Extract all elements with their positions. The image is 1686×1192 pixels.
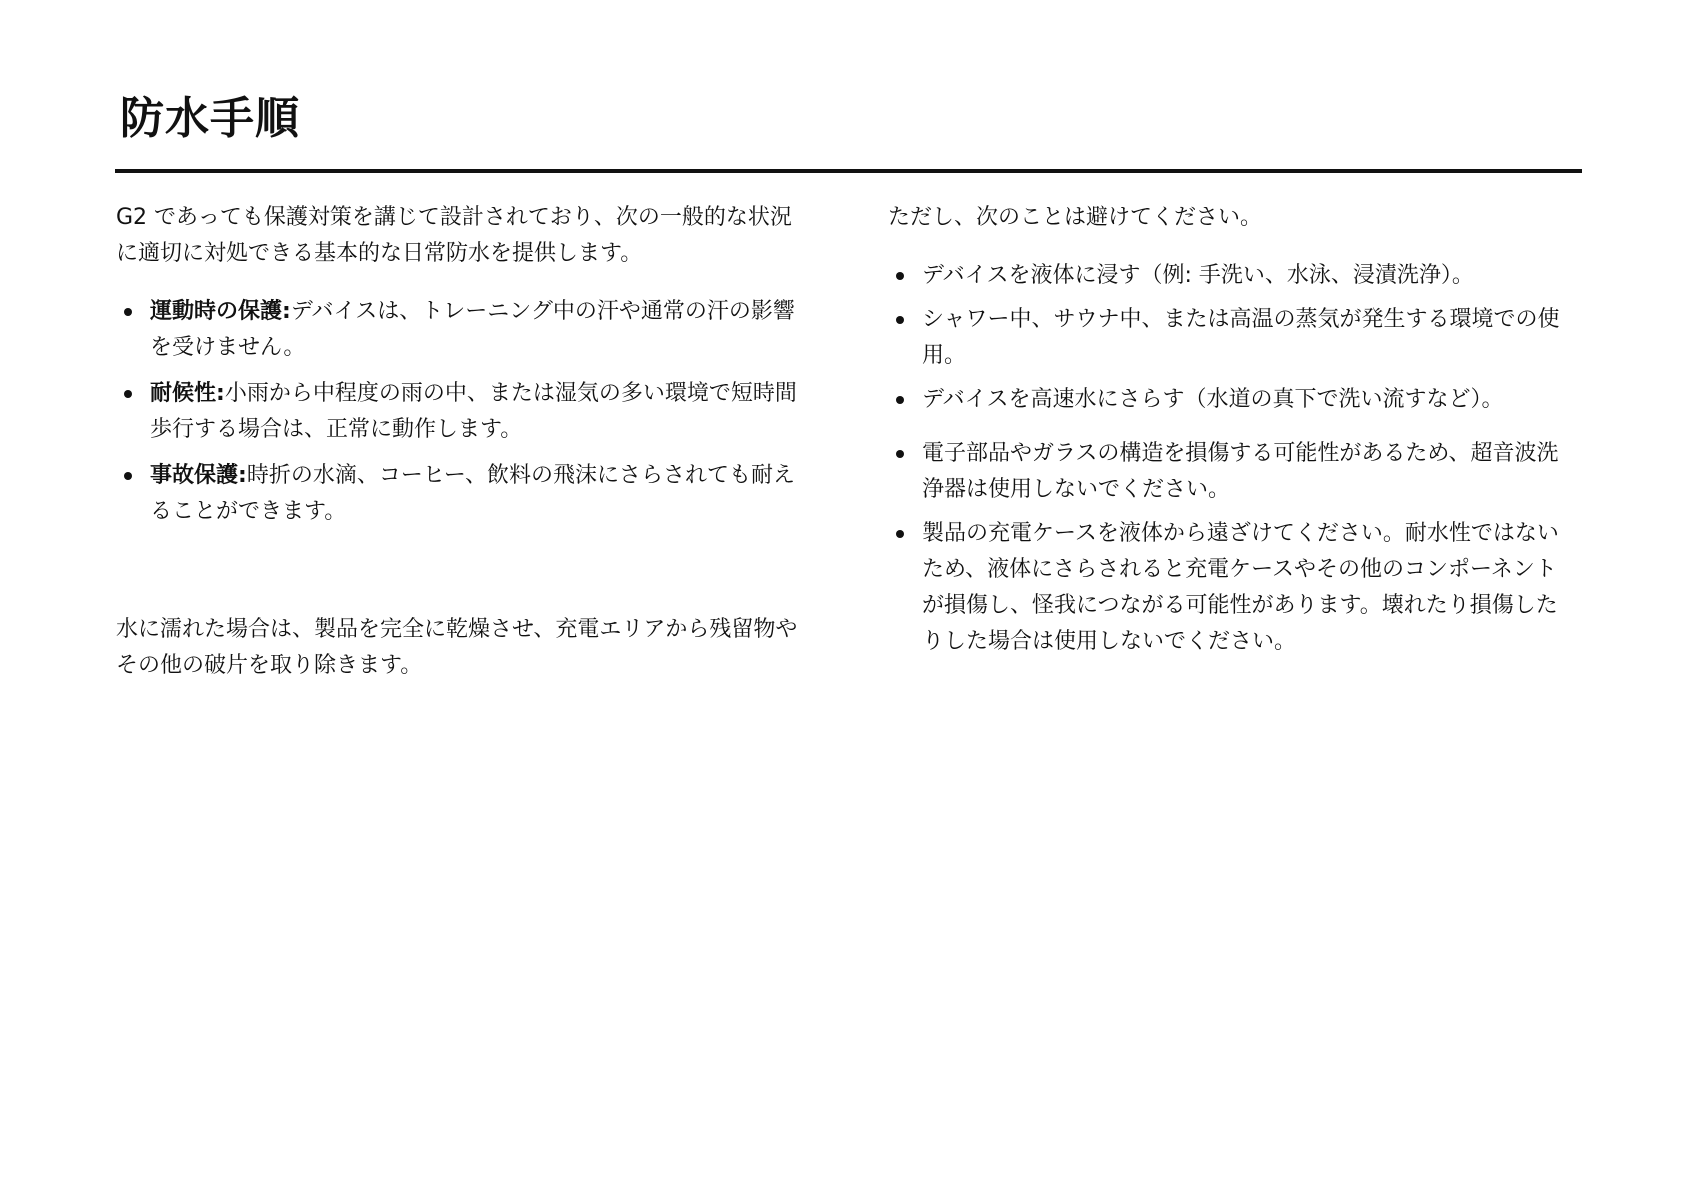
list-item: デバイスを液体に浸す（例: 手洗い、水泳、浸漬洗浄）。 [888,258,1578,294]
list-item-accident [116,458,806,530]
title-divider [115,169,1582,173]
list-item-text: 時折の水滴、コーヒー、飲料の飛沫にさらされても耐えることができます。 [150,463,796,524]
protection-list [116,294,806,530]
right-intro: ただし、次のことは避けてください。 [888,205,1263,230]
list-item: 電子部品やガラスの構造を損傷する可能性があるため、超音波洗浄器は使用しないでください。 [888,436,1578,508]
list-item-text: 小雨から中程度の雨の中、または湿気の多い環境で短時間歩行する場合は、正常に動作します。 [150,381,797,442]
left-outro: 水に濡れた場合は、製品を完全に乾燥させ、充電エリアから残留物やその他の破片を取り除きます。 [116,617,798,678]
list-item-label: 事故保護: [150,463,247,488]
list-item: シャワー中、サウナ中、または高温の蒸気が発生する環境での使用。 [888,302,1578,374]
avoid-list [888,258,1578,660]
left-intro: G2 であっても保護対策を講じて設計されており、次の一般的な状況に適切に対処できる基本的な日常防水を提供します。 [116,205,792,266]
right-column [888,200,1578,668]
list-item-exercise [116,294,806,366]
page-title: 防水手順 [120,93,300,144]
list-item-label: 運動時の保護: [150,299,291,324]
list-item-weather [116,376,806,448]
left-column [116,200,806,684]
list-item-text: デバイスは、トレーニング中の汗や通常の汗の影響を受けません。 [150,299,795,360]
list-item: デバイスを高速水にさらす（水道の真下で洗い流すなど）。 [888,382,1578,418]
list-item: 製品の充電ケースを液体から遠ざけてください。耐水性ではないため、液体にさらされると充電ケースやその他のコンポーネントが損傷し、怪我につながる可能性があります。壊れたり損傷したりした場合は使用しないでください。 [888,516,1578,660]
list-item-label: 耐候性: [150,381,225,406]
